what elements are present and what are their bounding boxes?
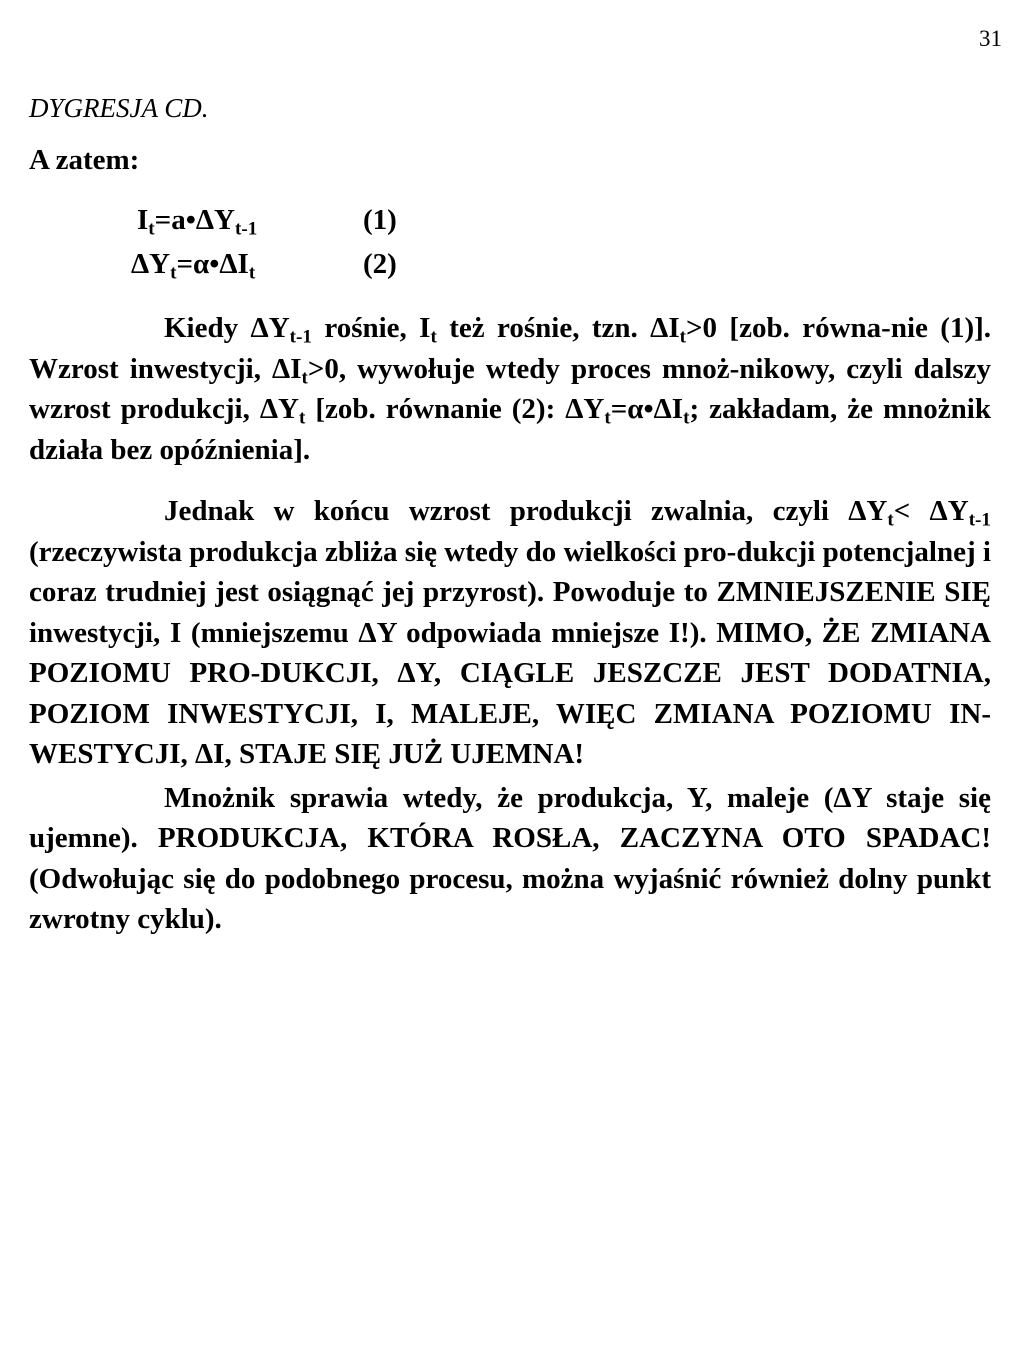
equation-2: [131, 248, 397, 284]
intro-text: A zatem:: [29, 144, 140, 176]
equation-2-label: (2): [363, 248, 397, 280]
section-heading: DYGRESJA CD.: [29, 93, 209, 123]
paragraph-3: Mnożnik sprawia wtedy, że produkcja, Y, maleje (ΔY staje się ujemne). PRODUKCJA, KTÓRA ROSŁA, ZACZYNA OTO SPADAC! (Odwołując się do podobnego procesu, można wyjaśnić również dolny punkt zwrotny cyklu).: [29, 781, 991, 935]
equation-1-expression: $I_t=a•\Delta Y_{t-1}$: [137, 204, 258, 240]
equation-2-expression: $\Delta Y_t=\alpha•\Delta I_t$: [131, 248, 256, 284]
paragraph-1: Kiedy $\Delta Y_{t-1}$ rośnie, $I_t$ też rośnie, tzn. $\Delta I_t>0$ [zob. równa-nie (1)]. Wzrost inwestycji, $\Delta I_t>0$, wywołuje wtedy proces mnoż-nikowy, czyli dalszy wzrost produkcji, $\Delta Y_t$ [zob. równanie (2): $\Delta Y_t=\alpha•\Delta I_t$; zakładam, że mnożnik działa bez opóźnienia].: [29, 312, 992, 466]
page-number: 31: [979, 26, 1002, 51]
equation-1: [137, 204, 397, 240]
equation-1-label: (1): [363, 204, 397, 236]
paragraph-2: Jednak w końcu wzrost produkcji zwalnia, czyli $\Delta Y_t< \Delta Y_{t-1}$ (rzeczywista produkcja zbliża się wtedy do wielkości pro-dukcji potencjalnej i coraz trudniej jest osiągnąć jej przyrost). Powoduje to ZMNIEJSZENIE SIĘ inwestycji, I (mniejszemu ΔY odpowiada mniejsze I!). MIMO, ŻE ZMIANA POZIOMU PRO-DUKCJI, ΔY, CIĄGLE JESZCZE JEST DODATNIA, POZIOM INWESTYCJI, I, MALEJE, WIĘC ZMIANA POZIOMU IN-WESTYCJI, ΔI, STAJE SIĘ JUŻ UJEMNA!: [29, 495, 991, 770]
body-text: [29, 308, 991, 940]
